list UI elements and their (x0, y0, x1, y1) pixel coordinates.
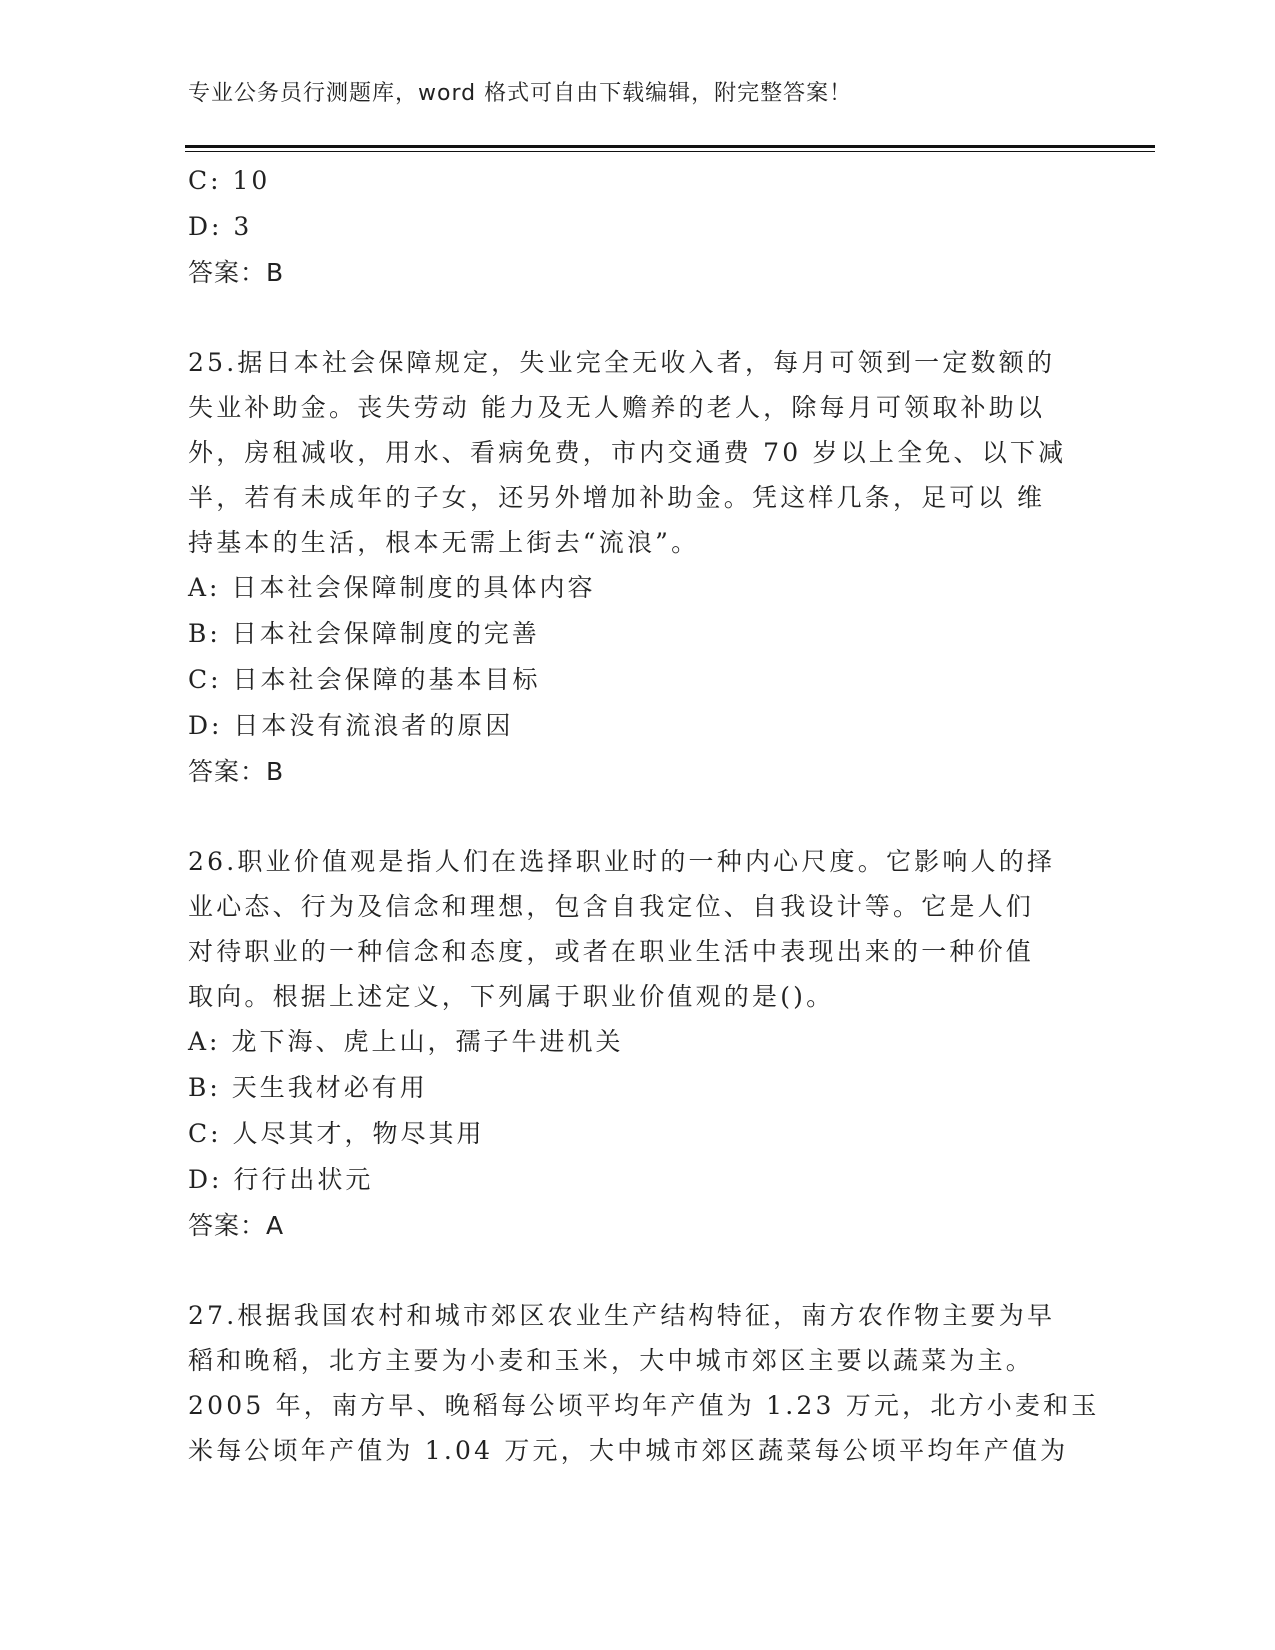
question-26 (188, 839, 1088, 1249)
stem-line: 27.根据我国农村和城市郊区农业生产结构特征，南方农作物主要为早 (188, 1301, 1056, 1330)
stem-line: 26.职业价值观是指人们在选择职业时的一种内心尺度。它影响人的择 (188, 847, 1056, 876)
stem-line: 对待职业的一种信念和态度，或者在职业生活中表现出来的一种价值 (188, 937, 1035, 966)
answer-line: 答案：B (188, 757, 285, 786)
question-stem (188, 839, 1068, 1019)
stem-line: 外，房租减收，用水、看病免费，市内交通费 70 岁以上全免、以下减 (188, 438, 1067, 467)
answer-line: 答案：A (188, 1211, 285, 1240)
header-rule-thin (185, 151, 1155, 152)
option-d: D: 行行出状元 (188, 1165, 374, 1194)
option-a: A: 龙下海、虎上山，孺子牛进机关 (188, 1027, 624, 1056)
stem-line: 持基本的生活，根本无需上街去“流浪”。 (188, 528, 700, 557)
question-stem (188, 340, 1068, 565)
stem-line: 取向。根据上述定义，下列属于职业价值观的是()。 (188, 982, 835, 1011)
option-c: C: 10 (188, 166, 271, 195)
option-b: B: 日本社会保障制度的完善 (188, 619, 540, 648)
question-stem (188, 1293, 1100, 1473)
stem-line: 25.据日本社会保障规定，失业完全无收入者，每月可领到一定数额的 (188, 348, 1056, 377)
question-24-tail (188, 158, 1088, 296)
stem-line: 米每公顷年产值为 1.04 万元，大中城市郊区蔬菜每公顷平均年产值为 (188, 1436, 1069, 1465)
question-27 (188, 1293, 1100, 1473)
option-d: D: 3 (188, 212, 253, 241)
stem-line: 业心态、行为及信念和理想，包含自我定位、自我设计等。它是人们 (188, 892, 1035, 921)
option-c: C: 人尽其才，物尽其用 (188, 1119, 485, 1148)
stem-line: 2005 年，南方早、晚稻每公顷平均年产值为 1.23 万元，北方小麦和玉 (188, 1391, 1100, 1420)
question-25 (188, 340, 1088, 795)
option-c: C: 日本社会保障的基本目标 (188, 665, 541, 694)
stem-line: 半，若有未成年的子女，还另外增加补助金。凭这样几条，足可以 维 (188, 483, 1046, 512)
question-content (188, 158, 1100, 1473)
answer-line: 答案：B (188, 258, 285, 287)
header-rule-thick (185, 145, 1155, 148)
option-a: A: 日本社会保障制度的具体内容 (188, 573, 596, 602)
option-b: B: 天生我材必有用 (188, 1073, 428, 1102)
page-header: 专业公务员行测题库，word 格式可自由下载编辑，附完整答案！ (188, 81, 853, 106)
stem-line: 稻和晚稻，北方主要为小麦和玉米，大中城市郊区主要以蔬菜为主。 (188, 1346, 1035, 1375)
stem-line: 失业补助金。丧失劳动 能力及无人赡养的老人，除每月可领取补助以 (188, 393, 1046, 422)
option-d: D: 日本没有流浪者的原因 (188, 711, 514, 740)
